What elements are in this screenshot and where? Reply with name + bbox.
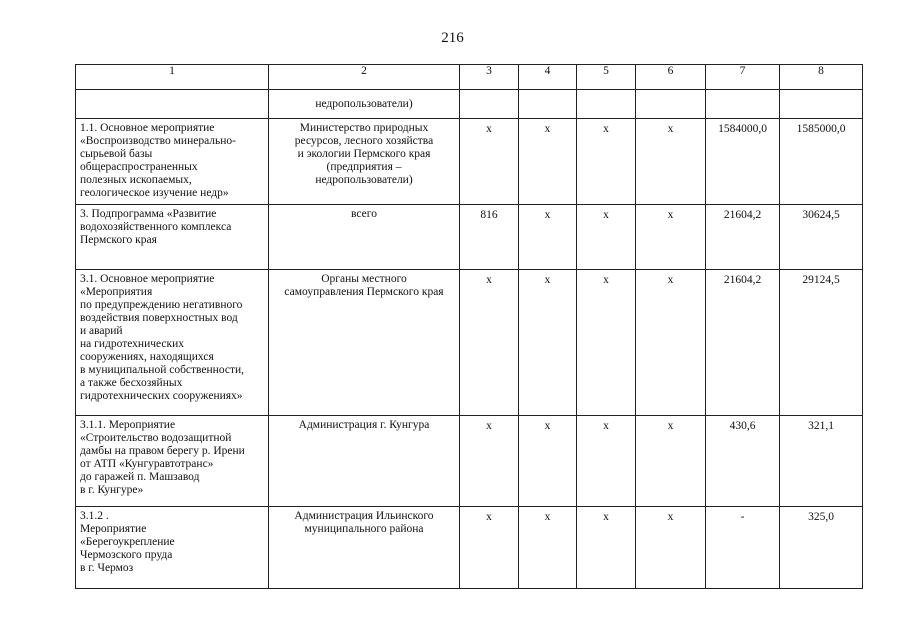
col7-cell: 21604,2 <box>706 270 780 416</box>
header-cell-1: 1 <box>76 65 269 90</box>
table-row <box>76 90 863 119</box>
col6-cell: x <box>636 270 706 416</box>
header-cell-5: 5 <box>577 65 636 90</box>
col5-cell: x <box>577 205 636 270</box>
header-cell-2: 2 <box>269 65 460 90</box>
header-cell-6: 6 <box>636 65 706 90</box>
header-cell-7: 7 <box>706 65 780 90</box>
col6-cell: x <box>636 119 706 205</box>
col7-cell: 21604,2 <box>706 205 780 270</box>
col3-cell: x <box>460 270 519 416</box>
header-cell-3: 3 <box>460 65 519 90</box>
col8-cell: 30624,5 <box>780 205 863 270</box>
row-title-cell: 1.1. Основное мероприятие «Воспроизводство минерально- сырьевой базы общераспространенных полезных ископаемых, геологическое изучение недр» <box>76 119 269 205</box>
col3-cell: x <box>460 507 519 589</box>
table-row <box>76 507 863 589</box>
col8-cell <box>780 90 863 119</box>
row-title-cell: 3. Подпрограмма «Развитие водохозяйственного комплекса Пермского края <box>76 205 269 270</box>
col3-cell <box>460 90 519 119</box>
col6-cell: x <box>636 507 706 589</box>
col4-cell: x <box>519 270 577 416</box>
col4-cell: x <box>519 416 577 507</box>
table-row <box>76 119 863 205</box>
col7-cell: 430,6 <box>706 416 780 507</box>
table-row <box>76 205 863 270</box>
executor-cell: всего <box>269 205 460 270</box>
col4-cell <box>519 90 577 119</box>
col8-cell: 325,0 <box>780 507 863 589</box>
col3-cell: x <box>460 416 519 507</box>
col5-cell: x <box>577 416 636 507</box>
executor-cell: Министерство природных ресурсов, лесного хозяйства и экологии Пермского края (предприятия – недропользователи) <box>269 119 460 205</box>
col5-cell: x <box>577 119 636 205</box>
col6-cell: x <box>636 205 706 270</box>
page-number: 216 <box>441 30 464 46</box>
row-title-cell: 3.1.2 . Мероприятие «Берегоукрепление Чермозского пруда в г. Чермоз <box>76 507 269 589</box>
row-title-cell: 3.1. Основное мероприятие «Мероприятия по предупреждению негативного воздействия поверхностных вод и аварий на гидротехнических сооружениях, находящихся в муниципальной собственности, а также бесхозяйных гидротехнических сооружениях» <box>76 270 269 416</box>
col8-cell: 1585000,0 <box>780 119 863 205</box>
table-row <box>76 416 863 507</box>
col5-cell: x <box>577 507 636 589</box>
row-title-cell <box>76 90 269 119</box>
table-row <box>76 270 863 416</box>
col4-cell: x <box>519 205 577 270</box>
col7-cell: 1584000,0 <box>706 119 780 205</box>
header-cell-8: 8 <box>780 65 863 90</box>
executor-cell: Администрация г. Кунгура <box>269 416 460 507</box>
col4-cell: x <box>519 119 577 205</box>
col7-cell: - <box>706 507 780 589</box>
col8-cell: 321,1 <box>780 416 863 507</box>
table-header-row <box>76 65 863 90</box>
header-cell-4: 4 <box>519 65 577 90</box>
col6-cell <box>636 90 706 119</box>
col4-cell: x <box>519 507 577 589</box>
col3-cell: 816 <box>460 205 519 270</box>
budget-table <box>75 64 863 589</box>
row-title-cell: 3.1.1. Мероприятие «Строительство водозащитной дамбы на правом берегу р. Ирени от АТП «Кунгуравтотранс» до гаражей п. Машзавод в г. Кунгуре» <box>76 416 269 507</box>
executor-cell: недропользователи) <box>269 90 460 119</box>
col7-cell <box>706 90 780 119</box>
col6-cell: x <box>636 416 706 507</box>
col5-cell: x <box>577 270 636 416</box>
executor-cell: Органы местного самоуправления Пермского края <box>269 270 460 416</box>
col5-cell <box>577 90 636 119</box>
col8-cell: 29124,5 <box>780 270 863 416</box>
executor-cell: Администрация Ильинского муниципального района <box>269 507 460 589</box>
col3-cell: x <box>460 119 519 205</box>
